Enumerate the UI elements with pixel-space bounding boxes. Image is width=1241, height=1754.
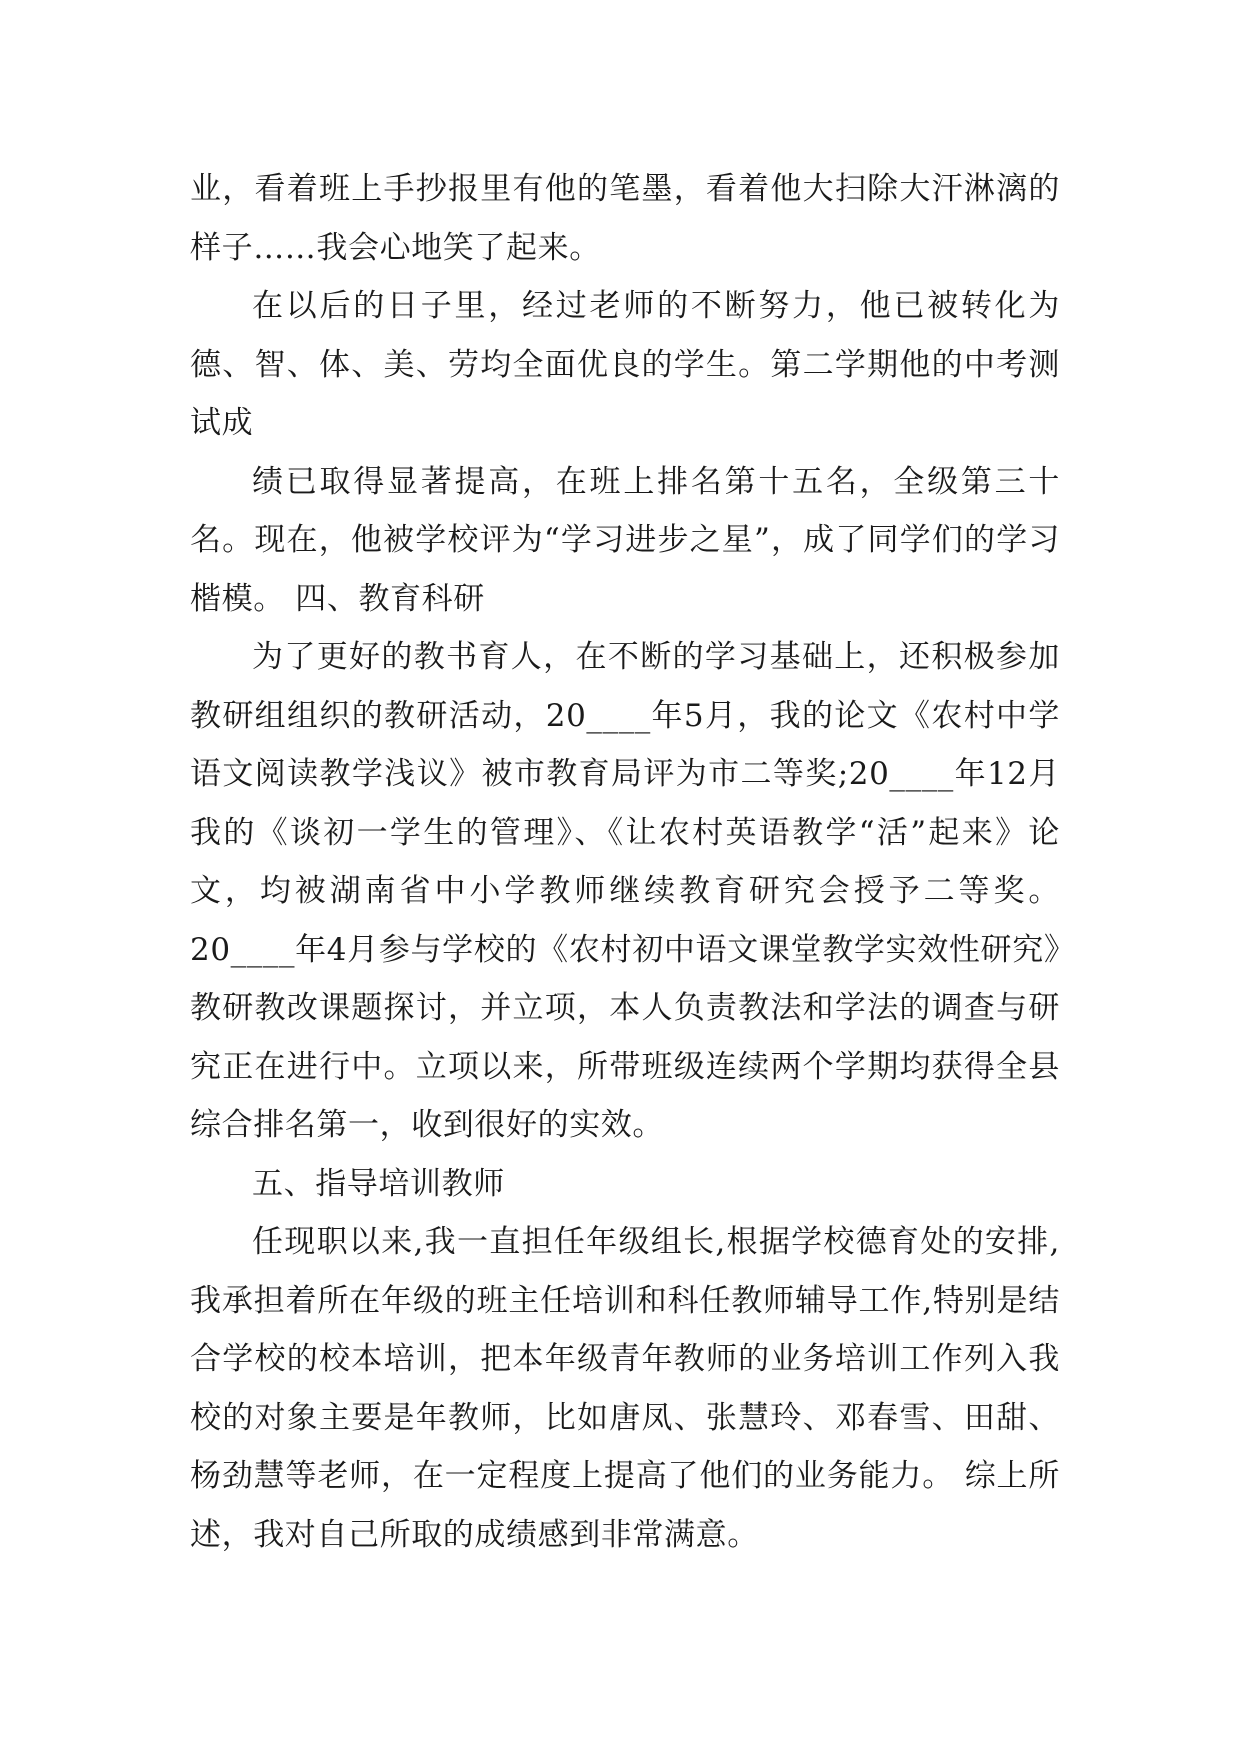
paragraph-training: 任现职以来,我一直担任年级组长,根据学校德育处的安排,我承担着所在年级的班主任培训和科任教师辅导工作,特别是结合学校的校本培训，把本年级青年教师的业务培训工作列入我校的对象主要是年教师，比如唐凤、张慧玲、邓春雪、田甜、杨劲慧等老师，在一定程度上提高了他们的业务能力。 综上所述，我对自己所取的成绩感到非常满意。 [190, 1224, 1060, 1553]
document-page [190, 160, 1060, 1564]
paragraph-research: 为了更好的教书育人，在不断的学习基础上，还积极参加教研组组织的教研活动，20____年5月，我的论文《农村中学语文阅读教学浅议》被市教育局评为市二等奖;20____年12月我的《谈初一学生的管理》、《让农村英语教学“活”起来》论文，均被湖南省中小学教师继续教育研究会授予二等奖。20____年4月参与学校的《农村初中语文课堂教学实效性研究》教研教改课题探讨，并立项，本人负责教法和学法的调查与研究正在进行中。立项以来，所带班级连续两个学期均获得全县综合排名第一，收到很好的实效。 [190, 639, 1060, 1143]
paragraph-continuation: 业，看着班上手抄报里有他的笔墨，看着他大扫除大汗淋漓的样子……我会心地笑了起来。 [190, 171, 1060, 266]
section-heading-training: 五、指导培训教师 [252, 1165, 505, 1202]
paragraph-transformation: 在以后的日子里，经过老师的不断努力，他已被转化为德、智、体、美、劳均全面优良的学生。第二学期他的中考测试成 [190, 288, 1060, 441]
paragraph-results: 绩已取得显著提高，在班上排名第十五名，全级第三十名。现在，他被学校评为“学习进步之星”，成了同学们的学习楷模。 四、教育科研 [190, 463, 1060, 617]
